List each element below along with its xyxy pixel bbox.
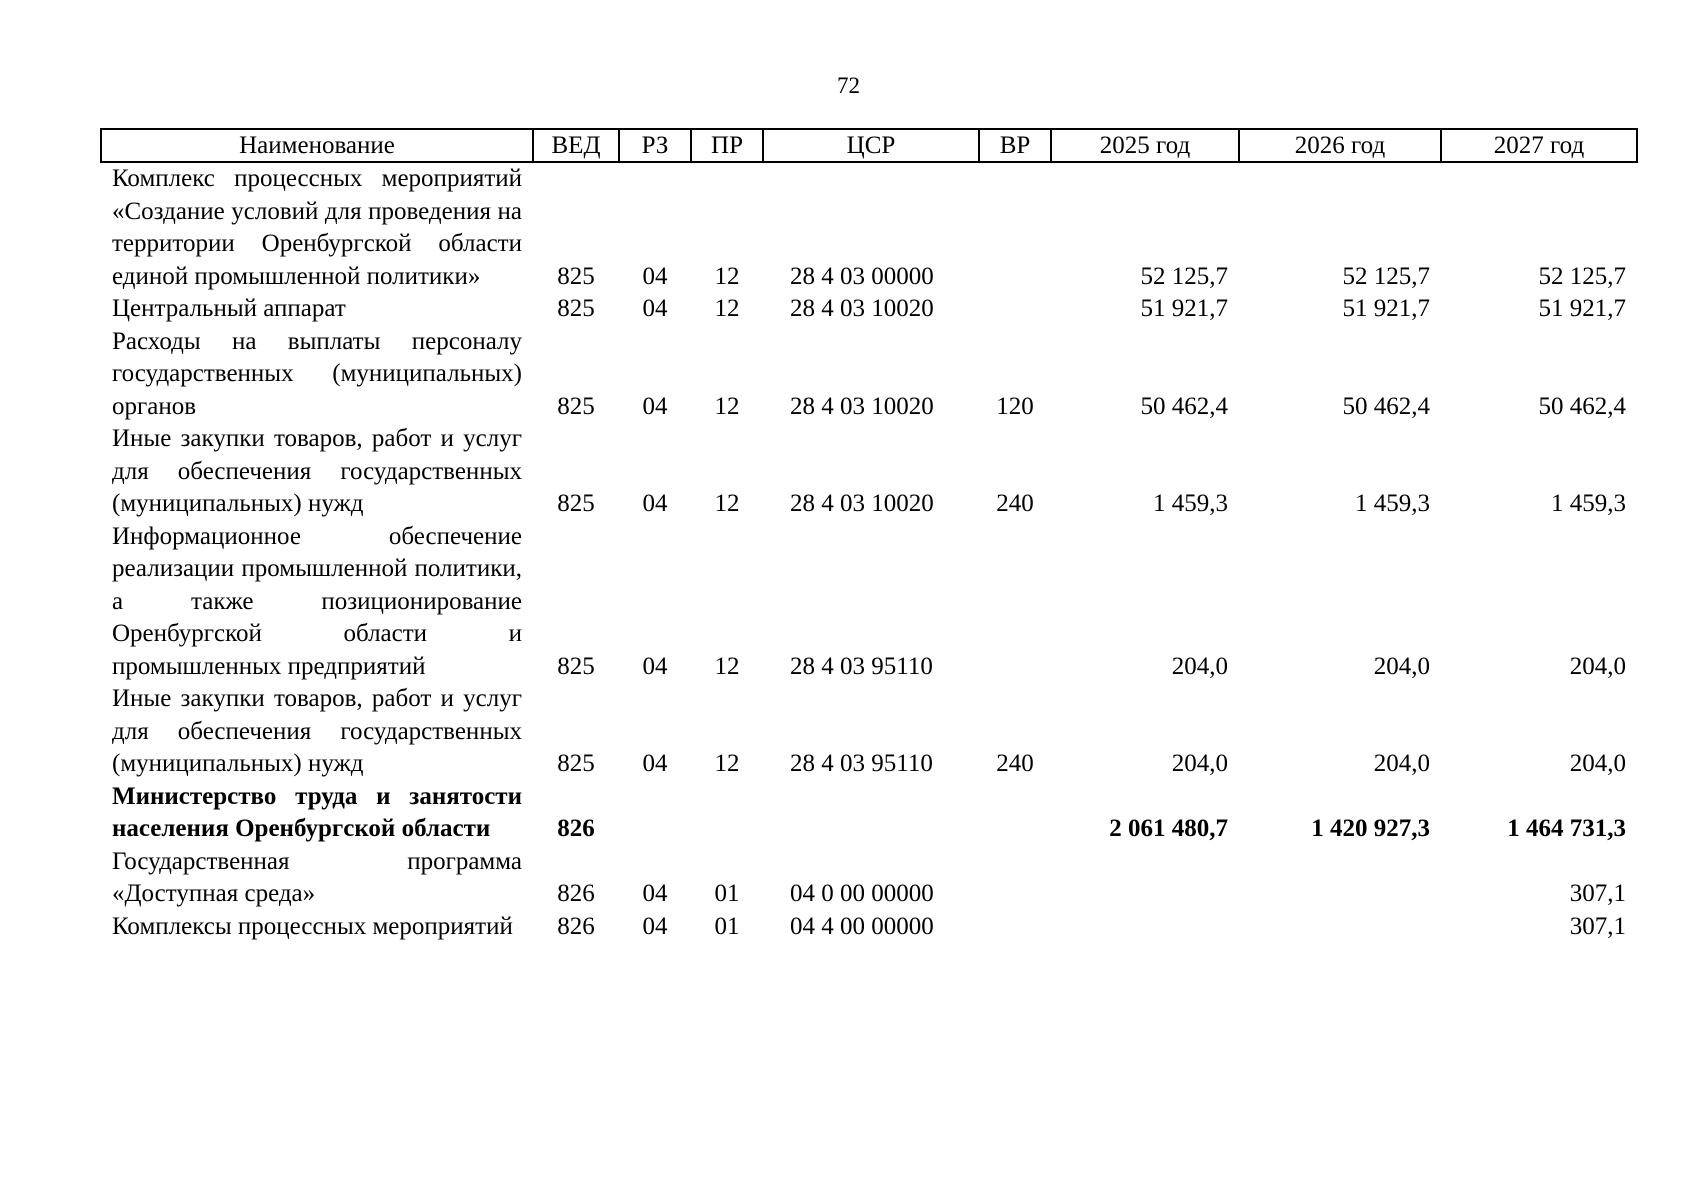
row-csr: 28 4 03 00000 <box>790 262 934 290</box>
table-row <box>101 911 1637 944</box>
row-2025: 1 459,3 <box>1153 490 1228 517</box>
row-csr: 04 0 00 00000 <box>790 880 934 907</box>
row-2025: 51 921,7 <box>1140 295 1228 322</box>
row-2027: 307,1 <box>1569 880 1626 907</box>
row-name: Иные закупки товаров, работ и услуг для обеспечения государственных (муниципальных) нужд <box>112 425 522 517</box>
row-2027: 307,1 <box>1569 912 1626 940</box>
row-vr: 240 <box>996 750 1034 777</box>
row-2025: 204,0 <box>1171 652 1228 680</box>
row-2026 <box>1239 911 1441 944</box>
row-pr: 12 <box>714 750 740 777</box>
table-row <box>101 293 1637 326</box>
row-name: Государственная программа «Доступная среда» <box>112 847 522 907</box>
row-name: Комплекс процессных мероприятий «Создание условий для проведения на территории Оренбургской области единой промышленной политики» <box>112 165 522 290</box>
row-pr: 01 <box>714 912 740 940</box>
row-name: Информационное обеспечение реализации промышленной политики, а также позиционирование Оренбургской области и промышленных предприятий <box>112 522 522 680</box>
row-ved: 825 <box>557 392 595 420</box>
header-2025: 2025 год <box>1051 129 1239 162</box>
row-rz: 04 <box>642 295 668 322</box>
row-ved: 825 <box>557 652 595 680</box>
row-2027: 204,0 <box>1569 652 1626 680</box>
row-2026: 50 462,4 <box>1342 392 1430 420</box>
row-pr: 12 <box>714 295 740 322</box>
row-vr <box>979 521 1051 684</box>
row-2027: 52 125,7 <box>1538 262 1626 290</box>
row-pr: 12 <box>714 490 740 517</box>
row-name: Комплексы процессных мероприятий <box>112 912 513 940</box>
row-ved: 825 <box>557 490 595 517</box>
row-pr: 01 <box>714 880 740 907</box>
header-pr: ПР <box>691 129 763 162</box>
table-row <box>101 683 1637 781</box>
row-vr <box>979 162 1051 293</box>
row-2025 <box>1051 911 1239 944</box>
row-2025: 50 462,4 <box>1140 392 1228 420</box>
row-name: Расходы на выплаты персоналу государственных (муниципальных) органов <box>112 327 522 420</box>
row-2025: 2 061 480,7 <box>1109 815 1228 842</box>
row-csr: 28 4 03 10020 <box>790 490 934 517</box>
table-header-row <box>101 129 1637 162</box>
row-csr <box>763 781 979 846</box>
header-2027: 2027 год <box>1441 129 1637 162</box>
page-number: 72 <box>837 73 860 98</box>
row-rz: 04 <box>642 490 668 517</box>
row-2026 <box>1239 846 1441 911</box>
table-row <box>101 781 1637 846</box>
row-2025 <box>1051 846 1239 911</box>
row-name: Иные закупки товаров, работ и услуг для обеспечения государственных (муниципальных) нужд <box>112 685 522 777</box>
row-vr <box>979 293 1051 326</box>
row-rz: 04 <box>642 912 668 940</box>
table-row <box>101 423 1637 521</box>
row-pr: 12 <box>714 392 740 420</box>
row-name: Министерство труда и занятости населения Оренбургской области <box>112 782 522 842</box>
row-2027: 1 459,3 <box>1551 490 1626 517</box>
header-rz: РЗ <box>619 129 691 162</box>
row-2027: 50 462,4 <box>1538 392 1626 420</box>
row-csr: 04 4 00 00000 <box>790 912 934 940</box>
header-vr: ВР <box>979 129 1051 162</box>
row-vr <box>979 911 1051 944</box>
row-2027: 1 464 731,3 <box>1507 815 1626 842</box>
row-2026: 51 921,7 <box>1342 295 1430 322</box>
row-name: Центральный аппарат <box>112 295 346 322</box>
row-rz: 04 <box>642 750 668 777</box>
row-csr: 28 4 03 10020 <box>790 295 934 322</box>
row-vr <box>979 846 1051 911</box>
table-row <box>101 162 1637 293</box>
row-ved: 825 <box>557 262 595 290</box>
row-2027: 204,0 <box>1569 750 1626 777</box>
row-rz <box>619 781 691 846</box>
row-ved: 825 <box>557 295 595 322</box>
row-vr: 120 <box>996 392 1034 420</box>
row-2027: 51 921,7 <box>1538 295 1626 322</box>
row-ved: 825 <box>557 750 595 777</box>
row-csr: 28 4 03 95110 <box>790 652 933 680</box>
header-name: Наименование <box>101 129 533 162</box>
row-vr: 240 <box>996 490 1034 517</box>
row-ved: 826 <box>557 815 595 842</box>
row-csr: 28 4 03 10020 <box>790 392 934 420</box>
row-ved: 826 <box>557 880 595 907</box>
row-2026: 1 459,3 <box>1355 490 1430 517</box>
header-2026: 2026 год <box>1239 129 1441 162</box>
row-ved: 826 <box>557 912 595 940</box>
header-csr: ЦСР <box>763 129 979 162</box>
budget-table <box>100 128 1638 943</box>
table-row <box>101 521 1637 684</box>
row-2026: 1 420 927,3 <box>1311 815 1430 842</box>
row-2026: 204,0 <box>1373 750 1430 777</box>
row-2025: 204,0 <box>1171 750 1228 777</box>
row-rz: 04 <box>642 262 668 290</box>
row-rz: 04 <box>642 880 668 907</box>
row-pr <box>691 781 763 846</box>
row-2026: 52 125,7 <box>1342 262 1430 290</box>
table-row <box>101 846 1637 911</box>
row-2026: 204,0 <box>1373 652 1430 680</box>
row-rz: 04 <box>642 392 668 420</box>
header-ved: ВЕД <box>533 129 619 162</box>
row-2025: 52 125,7 <box>1140 262 1228 290</box>
table-row <box>101 326 1637 424</box>
row-pr: 12 <box>714 652 740 680</box>
row-pr: 12 <box>714 262 740 290</box>
row-csr: 28 4 03 95110 <box>790 750 933 777</box>
row-vr <box>979 781 1051 846</box>
row-rz: 04 <box>642 652 668 680</box>
